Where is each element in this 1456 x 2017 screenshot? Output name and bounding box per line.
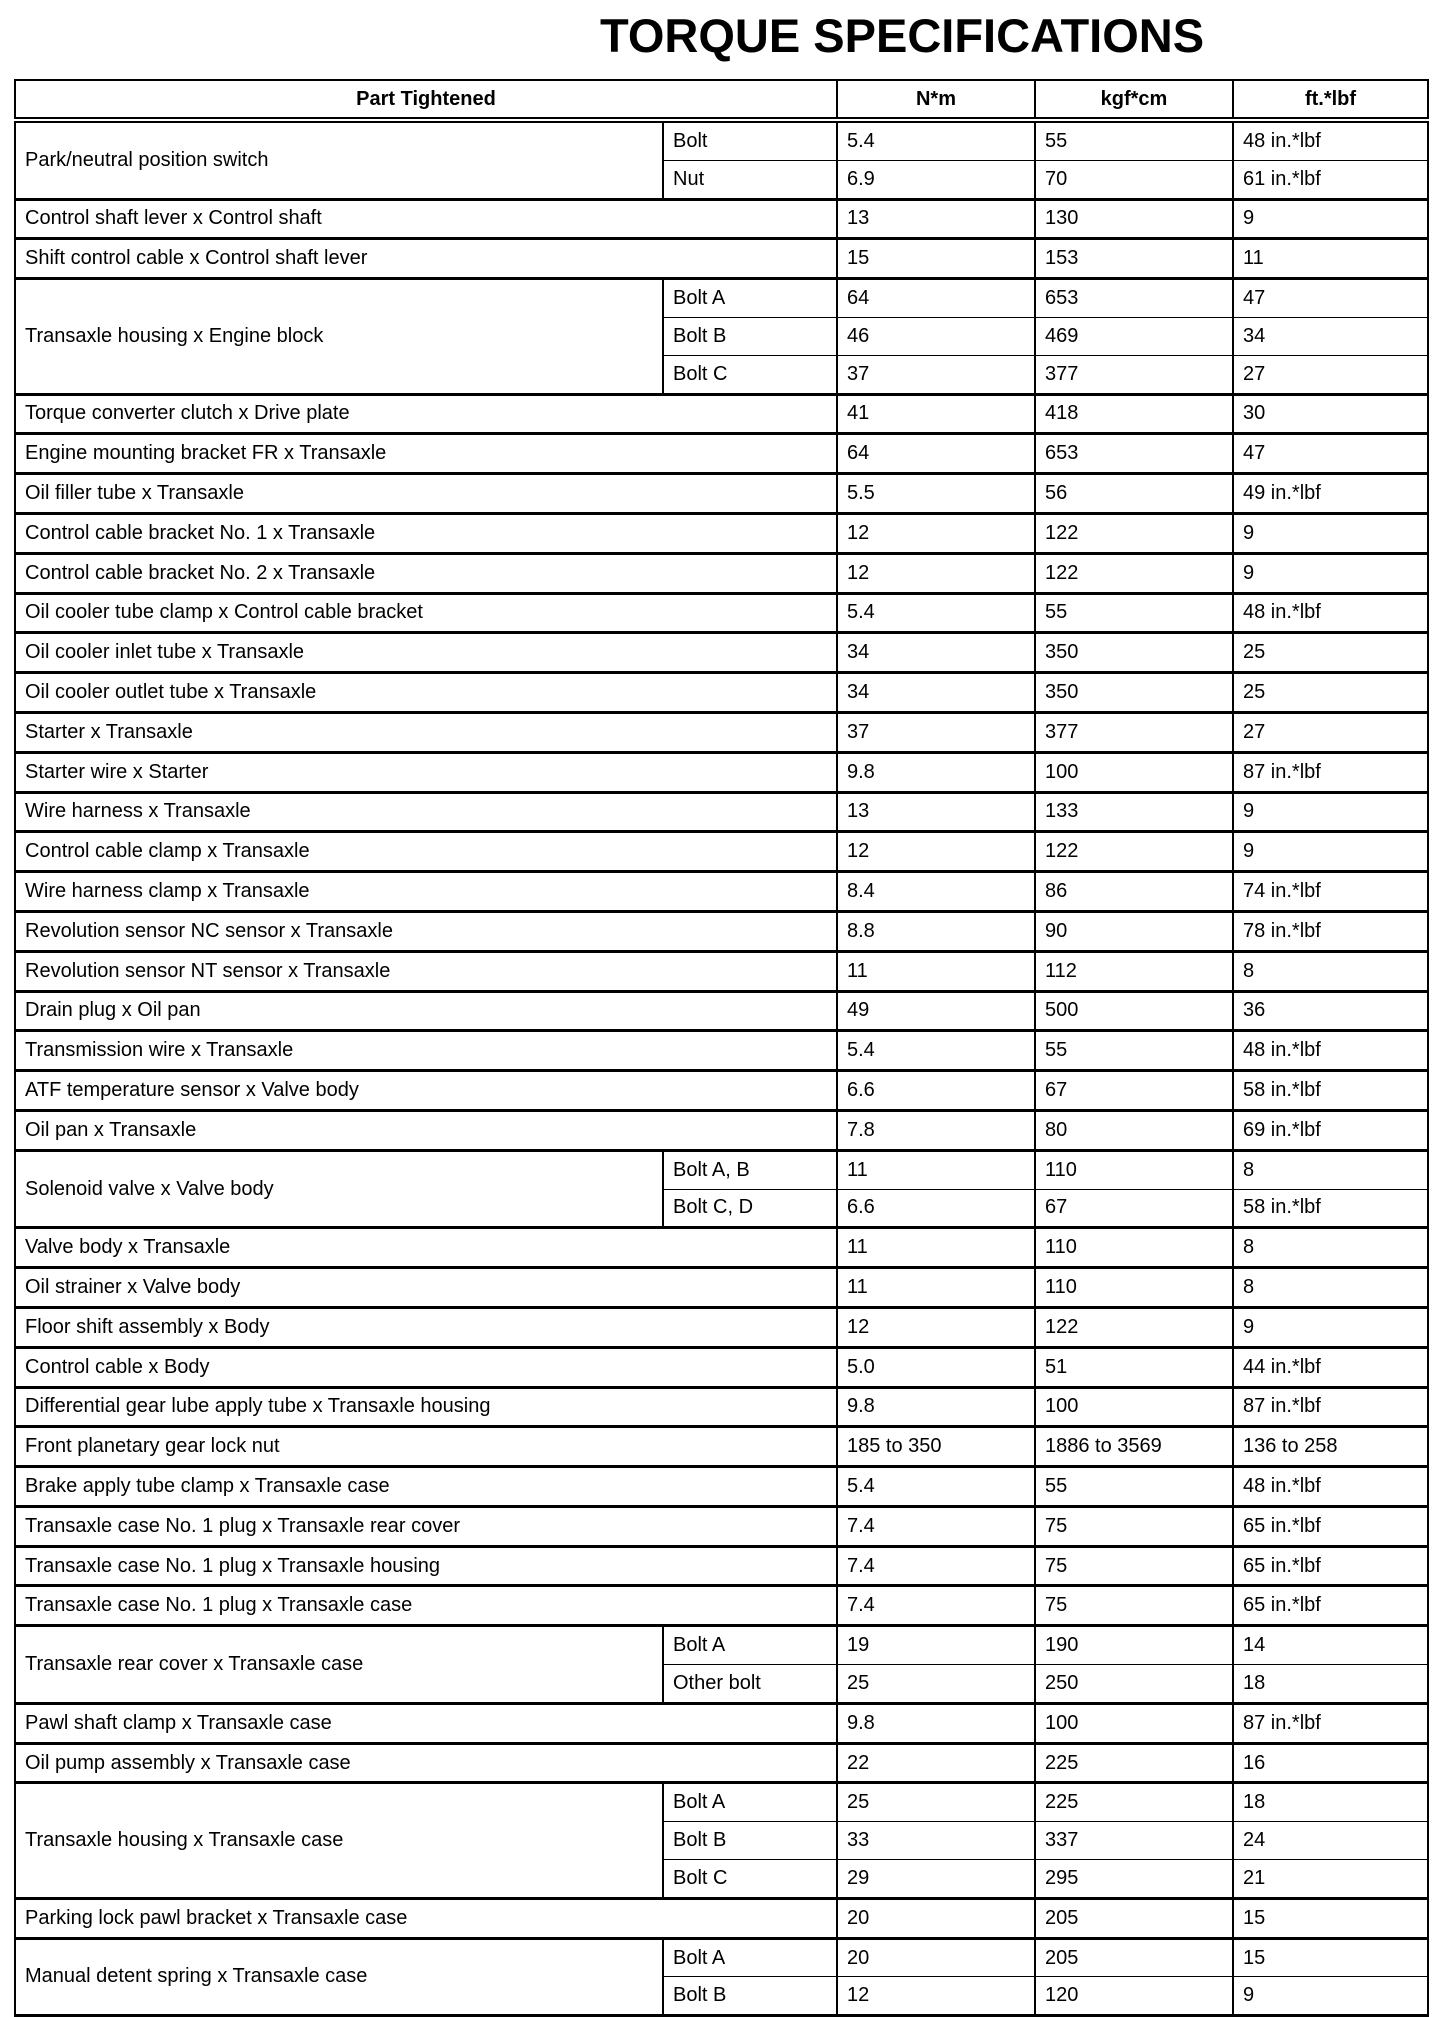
part-name-cell: Engine mounting bracket FR x Transaxle	[15, 434, 837, 474]
table-row	[15, 1150, 1428, 1189]
ft-value-cell: 9	[1233, 513, 1428, 553]
part-name-cell: Valve body x Transaxle	[15, 1228, 837, 1268]
ft-value-cell: 65 in.*lbf	[1233, 1506, 1428, 1546]
ft-value-cell: 9	[1233, 553, 1428, 593]
kgf-value-cell: 75	[1035, 1586, 1233, 1626]
ft-value-cell: 11	[1233, 239, 1428, 279]
kgf-value-cell: 120	[1035, 1977, 1233, 2016]
kgf-value-cell: 377	[1035, 712, 1233, 752]
kgf-value-cell: 337	[1035, 1822, 1233, 1860]
part-name-cell: Oil pump assembly x Transaxle case	[15, 1743, 837, 1783]
fastener-cell: Bolt B	[663, 317, 837, 355]
table-row	[15, 1898, 1428, 1938]
nm-value-cell: 7.8	[837, 1110, 1035, 1150]
ft-value-cell: 136 to 258	[1233, 1427, 1428, 1467]
ft-value-cell: 87 in.*lbf	[1233, 752, 1428, 792]
table-row	[15, 872, 1428, 912]
ft-value-cell: 69 in.*lbf	[1233, 1110, 1428, 1150]
fastener-cell: Bolt C	[663, 1860, 837, 1899]
ft-value-cell: 27	[1233, 355, 1428, 394]
fastener-cell: Bolt	[663, 120, 837, 160]
nm-value-cell: 6.6	[837, 1071, 1035, 1111]
kgf-value-cell: 205	[1035, 1938, 1233, 1977]
nm-value-cell: 12	[837, 553, 1035, 593]
ft-value-cell: 8	[1233, 1268, 1428, 1308]
kgf-value-cell: 122	[1035, 553, 1233, 593]
table-row	[15, 120, 1428, 160]
fastener-cell: Bolt A, B	[663, 1150, 837, 1189]
nm-value-cell: 5.4	[837, 593, 1035, 633]
part-name-cell: Differential gear lube apply tube x Transaxle housing	[15, 1387, 837, 1427]
ft-value-cell: 65 in.*lbf	[1233, 1546, 1428, 1586]
kgf-value-cell: 469	[1035, 317, 1233, 355]
kgf-value-cell: 110	[1035, 1150, 1233, 1189]
nm-value-cell: 7.4	[837, 1546, 1035, 1586]
nm-value-cell: 11	[837, 951, 1035, 991]
part-name-cell: Floor shift assembly x Body	[15, 1307, 837, 1347]
table-row	[15, 513, 1428, 553]
kgf-value-cell: 250	[1035, 1665, 1233, 1704]
part-name-cell: Manual detent spring x Transaxle case	[15, 1938, 663, 2016]
ft-value-cell: 87 in.*lbf	[1233, 1703, 1428, 1743]
table-row	[15, 434, 1428, 474]
kgf-value-cell: 500	[1035, 991, 1233, 1031]
nm-value-cell: 12	[837, 1977, 1035, 2016]
nm-value-cell: 37	[837, 355, 1035, 394]
nm-value-cell: 5.4	[837, 120, 1035, 160]
part-name-cell: Control cable bracket No. 2 x Transaxle	[15, 553, 837, 593]
ft-value-cell: 21	[1233, 1860, 1428, 1899]
kgf-value-cell: 190	[1035, 1626, 1233, 1665]
nm-value-cell: 5.4	[837, 1031, 1035, 1071]
ft-value-cell: 58 in.*lbf	[1233, 1071, 1428, 1111]
part-name-cell: Transaxle housing x Transaxle case	[15, 1783, 663, 1898]
ft-value-cell: 47	[1233, 434, 1428, 474]
kgf-value-cell: 112	[1035, 951, 1233, 991]
part-name-cell: Oil cooler outlet tube x Transaxle	[15, 673, 837, 713]
nm-value-cell: 41	[837, 394, 1035, 434]
header-ft-lbf: ft.*lbf	[1233, 80, 1428, 120]
ft-value-cell: 44 in.*lbf	[1233, 1347, 1428, 1387]
ft-value-cell: 15	[1233, 1898, 1428, 1938]
table-row	[15, 1110, 1428, 1150]
part-name-cell: Solenoid valve x Valve body	[15, 1150, 663, 1228]
table-row	[15, 474, 1428, 514]
nm-value-cell: 9.8	[837, 752, 1035, 792]
ft-value-cell: 9	[1233, 199, 1428, 239]
kgf-value-cell: 225	[1035, 1743, 1233, 1783]
table-body	[15, 120, 1428, 2016]
nm-value-cell: 20	[837, 1938, 1035, 1977]
kgf-value-cell: 90	[1035, 911, 1233, 951]
ft-value-cell: 48 in.*lbf	[1233, 593, 1428, 633]
table-row	[15, 1783, 1428, 1822]
nm-value-cell: 15	[837, 239, 1035, 279]
kgf-value-cell: 100	[1035, 752, 1233, 792]
part-name-cell: Parking lock pawl bracket x Transaxle case	[15, 1898, 837, 1938]
table-row	[15, 1743, 1428, 1783]
nm-value-cell: 11	[837, 1268, 1035, 1308]
nm-value-cell: 11	[837, 1228, 1035, 1268]
kgf-value-cell: 100	[1035, 1703, 1233, 1743]
kgf-value-cell: 653	[1035, 434, 1233, 474]
ft-value-cell: 24	[1233, 1822, 1428, 1860]
nm-value-cell: 46	[837, 317, 1035, 355]
kgf-value-cell: 80	[1035, 1110, 1233, 1150]
part-name-cell: ATF temperature sensor x Valve body	[15, 1071, 837, 1111]
fastener-cell: Bolt A	[663, 1783, 837, 1822]
table-row	[15, 1071, 1428, 1111]
table-row	[15, 1228, 1428, 1268]
kgf-value-cell: 133	[1035, 792, 1233, 832]
nm-value-cell: 25	[837, 1665, 1035, 1704]
header-nm: N*m	[837, 80, 1035, 120]
kgf-value-cell: 418	[1035, 394, 1233, 434]
part-name-cell: Oil cooler inlet tube x Transaxle	[15, 633, 837, 673]
kgf-value-cell: 653	[1035, 279, 1233, 318]
table-row	[15, 752, 1428, 792]
part-name-cell: Drain plug x Oil pan	[15, 991, 837, 1031]
nm-value-cell: 12	[837, 513, 1035, 553]
part-name-cell: Starter wire x Starter	[15, 752, 837, 792]
nm-value-cell: 7.4	[837, 1586, 1035, 1626]
kgf-value-cell: 122	[1035, 1307, 1233, 1347]
table-row	[15, 1626, 1428, 1665]
nm-value-cell: 6.6	[837, 1189, 1035, 1228]
kgf-value-cell: 110	[1035, 1268, 1233, 1308]
nm-value-cell: 29	[837, 1860, 1035, 1899]
table-row	[15, 279, 1428, 318]
kgf-value-cell: 51	[1035, 1347, 1233, 1387]
kgf-value-cell: 55	[1035, 593, 1233, 633]
part-name-cell: Brake apply tube clamp x Transaxle case	[15, 1467, 837, 1507]
kgf-value-cell: 110	[1035, 1228, 1233, 1268]
nm-value-cell: 34	[837, 673, 1035, 713]
nm-value-cell: 33	[837, 1822, 1035, 1860]
part-name-cell: Pawl shaft clamp x Transaxle case	[15, 1703, 837, 1743]
table-row	[15, 1307, 1428, 1347]
nm-value-cell: 6.9	[837, 160, 1035, 199]
nm-value-cell: 20	[837, 1898, 1035, 1938]
part-name-cell: Transaxle housing x Engine block	[15, 279, 663, 394]
part-name-cell: Control cable clamp x Transaxle	[15, 832, 837, 872]
fastener-cell: Bolt A	[663, 279, 837, 318]
ft-value-cell: 8	[1233, 951, 1428, 991]
ft-value-cell: 25	[1233, 673, 1428, 713]
ft-value-cell: 65 in.*lbf	[1233, 1586, 1428, 1626]
table-row	[15, 792, 1428, 832]
table-row	[15, 1586, 1428, 1626]
nm-value-cell: 13	[837, 199, 1035, 239]
table-row	[15, 633, 1428, 673]
table-row	[15, 1427, 1428, 1467]
kgf-value-cell: 122	[1035, 832, 1233, 872]
kgf-value-cell: 153	[1035, 239, 1233, 279]
nm-value-cell: 11	[837, 1150, 1035, 1189]
kgf-value-cell: 55	[1035, 1031, 1233, 1071]
fastener-cell: Nut	[663, 160, 837, 199]
nm-value-cell: 8.8	[837, 911, 1035, 951]
table-row	[15, 1506, 1428, 1546]
part-name-cell: Torque converter clutch x Drive plate	[15, 394, 837, 434]
part-name-cell: Revolution sensor NC sensor x Transaxle	[15, 911, 837, 951]
ft-value-cell: 58 in.*lbf	[1233, 1189, 1428, 1228]
kgf-value-cell: 1886 to 3569	[1035, 1427, 1233, 1467]
page-title: TORQUE SPECIFICATIONS	[600, 9, 1205, 62]
kgf-value-cell: 55	[1035, 1467, 1233, 1507]
table-row	[15, 593, 1428, 633]
nm-value-cell: 9.8	[837, 1387, 1035, 1427]
part-name-cell: Wire harness clamp x Transaxle	[15, 872, 837, 912]
kgf-value-cell: 295	[1035, 1860, 1233, 1899]
nm-value-cell: 12	[837, 832, 1035, 872]
part-name-cell: Starter x Transaxle	[15, 712, 837, 752]
ft-value-cell: 48 in.*lbf	[1233, 120, 1428, 160]
nm-value-cell: 13	[837, 792, 1035, 832]
part-name-cell: Revolution sensor NT sensor x Transaxle	[15, 951, 837, 991]
part-name-cell: Control shaft lever x Control shaft	[15, 199, 837, 239]
nm-value-cell: 5.4	[837, 1467, 1035, 1507]
ft-value-cell: 9	[1233, 1977, 1428, 2016]
fastener-cell: Bolt A	[663, 1938, 837, 1977]
header-part-tightened: Part Tightened	[15, 80, 837, 120]
fastener-cell: Other bolt	[663, 1665, 837, 1704]
table-header-row	[15, 80, 1428, 120]
ft-value-cell: 18	[1233, 1665, 1428, 1704]
nm-value-cell: 12	[837, 1307, 1035, 1347]
kgf-value-cell: 350	[1035, 633, 1233, 673]
ft-value-cell: 49 in.*lbf	[1233, 474, 1428, 514]
fastener-cell: Bolt C	[663, 355, 837, 394]
part-name-cell: Wire harness x Transaxle	[15, 792, 837, 832]
ft-value-cell: 9	[1233, 792, 1428, 832]
table-row	[15, 199, 1428, 239]
ft-value-cell: 27	[1233, 712, 1428, 752]
table-row	[15, 1347, 1428, 1387]
table-row	[15, 1387, 1428, 1427]
fastener-cell: Bolt C, D	[663, 1189, 837, 1228]
ft-value-cell: 48 in.*lbf	[1233, 1467, 1428, 1507]
part-name-cell: Oil pan x Transaxle	[15, 1110, 837, 1150]
nm-value-cell: 64	[837, 279, 1035, 318]
ft-value-cell: 18	[1233, 1783, 1428, 1822]
nm-value-cell: 9.8	[837, 1703, 1035, 1743]
table-row	[15, 832, 1428, 872]
table-row	[15, 991, 1428, 1031]
part-name-cell: Control cable bracket No. 1 x Transaxle	[15, 513, 837, 553]
nm-value-cell: 19	[837, 1626, 1035, 1665]
kgf-value-cell: 55	[1035, 120, 1233, 160]
table-row	[15, 1546, 1428, 1586]
nm-value-cell: 25	[837, 1783, 1035, 1822]
part-name-cell: Oil strainer x Valve body	[15, 1268, 837, 1308]
ft-value-cell: 8	[1233, 1228, 1428, 1268]
part-name-cell: Transaxle rear cover x Transaxle case	[15, 1626, 663, 1704]
fastener-cell: Bolt A	[663, 1626, 837, 1665]
ft-value-cell: 74 in.*lbf	[1233, 872, 1428, 912]
table-row	[15, 1031, 1428, 1071]
ft-value-cell: 25	[1233, 633, 1428, 673]
kgf-value-cell: 122	[1035, 513, 1233, 553]
table-row	[15, 673, 1428, 713]
ft-value-cell: 61 in.*lbf	[1233, 160, 1428, 199]
table-row	[15, 712, 1428, 752]
nm-value-cell: 49	[837, 991, 1035, 1031]
nm-value-cell: 5.5	[837, 474, 1035, 514]
table-row	[15, 911, 1428, 951]
ft-value-cell: 9	[1233, 832, 1428, 872]
kgf-value-cell: 75	[1035, 1506, 1233, 1546]
part-name-cell: Oil filler tube x Transaxle	[15, 474, 837, 514]
part-name-cell: Transaxle case No. 1 plug x Transaxle housing	[15, 1546, 837, 1586]
part-name-cell: Control cable x Body	[15, 1347, 837, 1387]
ft-value-cell: 8	[1233, 1150, 1428, 1189]
kgf-value-cell: 130	[1035, 199, 1233, 239]
nm-value-cell: 8.4	[837, 872, 1035, 912]
kgf-value-cell: 70	[1035, 160, 1233, 199]
fastener-cell: Bolt B	[663, 1977, 837, 2016]
part-name-cell: Park/neutral position switch	[15, 120, 663, 199]
part-name-cell: Shift control cable x Control shaft lever	[15, 239, 837, 279]
table-row	[15, 951, 1428, 991]
nm-value-cell: 22	[837, 1743, 1035, 1783]
kgf-value-cell: 377	[1035, 355, 1233, 394]
ft-value-cell: 48 in.*lbf	[1233, 1031, 1428, 1071]
part-name-cell: Front planetary gear lock nut	[15, 1427, 837, 1467]
ft-value-cell: 9	[1233, 1307, 1428, 1347]
fastener-cell: Bolt B	[663, 1822, 837, 1860]
part-name-cell: Oil cooler tube clamp x Control cable bracket	[15, 593, 837, 633]
header-kgf-cm: kgf*cm	[1035, 80, 1233, 120]
part-name-cell: Transaxle case No. 1 plug x Transaxle case	[15, 1586, 837, 1626]
table-row	[15, 1467, 1428, 1507]
ft-value-cell: 16	[1233, 1743, 1428, 1783]
ft-value-cell: 30	[1233, 394, 1428, 434]
ft-value-cell: 36	[1233, 991, 1428, 1031]
ft-value-cell: 14	[1233, 1626, 1428, 1665]
table-row	[15, 394, 1428, 434]
kgf-value-cell: 350	[1035, 673, 1233, 713]
part-name-cell: Transmission wire x Transaxle	[15, 1031, 837, 1071]
kgf-value-cell: 100	[1035, 1387, 1233, 1427]
kgf-value-cell: 67	[1035, 1071, 1233, 1111]
kgf-value-cell: 56	[1035, 474, 1233, 514]
torque-spec-table	[14, 79, 1429, 2017]
kgf-value-cell: 75	[1035, 1546, 1233, 1586]
kgf-value-cell: 225	[1035, 1783, 1233, 1822]
kgf-value-cell: 205	[1035, 1898, 1233, 1938]
ft-value-cell: 34	[1233, 317, 1428, 355]
ft-value-cell: 78 in.*lbf	[1233, 911, 1428, 951]
nm-value-cell: 34	[837, 633, 1035, 673]
nm-value-cell: 64	[837, 434, 1035, 474]
nm-value-cell: 37	[837, 712, 1035, 752]
nm-value-cell: 5.0	[837, 1347, 1035, 1387]
table-row	[15, 1938, 1428, 1977]
part-name-cell: Transaxle case No. 1 plug x Transaxle rear cover	[15, 1506, 837, 1546]
kgf-value-cell: 86	[1035, 872, 1233, 912]
nm-value-cell: 7.4	[837, 1506, 1035, 1546]
nm-value-cell: 185 to 350	[837, 1427, 1035, 1467]
table-row	[15, 239, 1428, 279]
table-row	[15, 1703, 1428, 1743]
table-row	[15, 1268, 1428, 1308]
ft-value-cell: 15	[1233, 1938, 1428, 1977]
table-row	[15, 553, 1428, 593]
ft-value-cell: 47	[1233, 279, 1428, 318]
ft-value-cell: 87 in.*lbf	[1233, 1387, 1428, 1427]
kgf-value-cell: 67	[1035, 1189, 1233, 1228]
